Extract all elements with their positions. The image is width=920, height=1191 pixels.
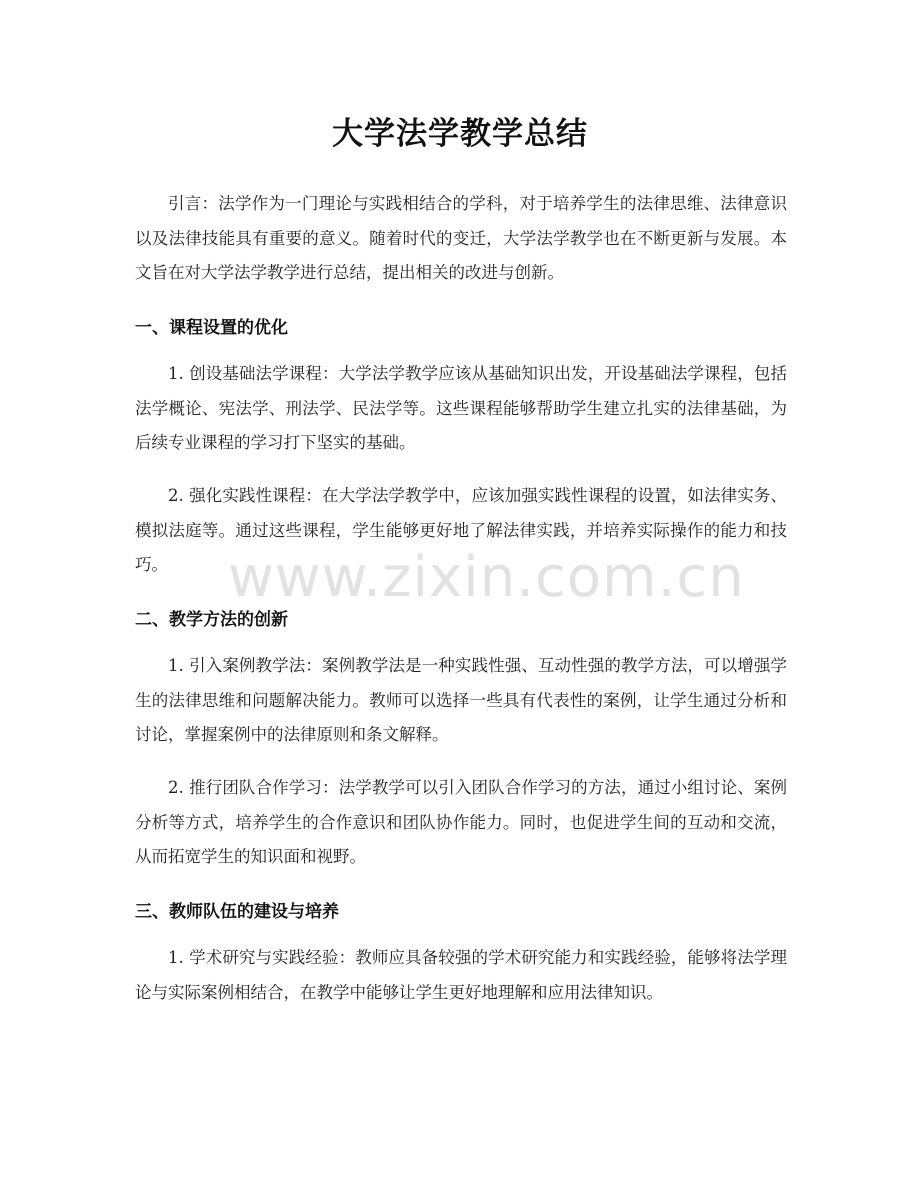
section-heading-3: 三、教师队伍的建设与培养 xyxy=(135,902,339,922)
section-heading-1: 一、课程设置的优化 xyxy=(135,318,288,338)
watermark: www.zixin.com.cn xyxy=(228,545,745,610)
section-1-paragraph-2: 2. 强化实践性课程：在大学法学教学中，应该加强实践性课程的设置，如法律实务、模拟法庭等。通过这些课程，学生能够更好地了解法律实践，并培养实际操作的能力和技巧。 xyxy=(135,486,787,574)
section-1-paragraph-1: 1. 创设基础法学课程：大学法学教学应该从基础知识出发，开设基础法学课程，包括法学概论、宪法学、刑法学、民法学等。这些课程能够帮助学生建立扎实的法律基础，为后续专业课程的学习打下坚实的基础。 xyxy=(135,364,787,452)
section-2-paragraph-2: 2. 推行团队合作学习：法学教学可以引入团队合作学习的方法，通过小组讨论、案例分析等方式，培养学生的合作意识和团队协作能力。同时，也促进学生间的互动和交流，从而拓宽学生的知识面和视野。 xyxy=(135,778,787,866)
section-2-paragraph-1: 1. 引入案例教学法：案例教学法是一种实践性强、互动性强的教学方法，可以增强学生的法律思维和问题解决能力。教师可以选择一些具有代表性的案例，让学生通过分析和讨论，掌握案例中的法律原则和条文解释。 xyxy=(135,656,787,744)
section-heading-2: 二、教学方法的创新 xyxy=(135,610,288,630)
page-title: 大学法学教学总结 xyxy=(332,116,588,152)
section-3-paragraph-1: 1. 学术研究与实践经验：教师应具备较强的学术研究能力和实践经验，能够将法学理论与实际案例相结合，在教学中能够让学生更好地理解和应用法律知识。 xyxy=(135,948,787,1002)
intro-paragraph: 引言：法学作为一门理论与实践相结合的学科，对于培养学生的法律思维、法律意识以及法律技能具有重要的意义。随着时代的变迁，大学法学教学也在不断更新与发展。本文旨在对大学法学教学进行总结，提出相关的改进与创新。 xyxy=(135,194,787,282)
